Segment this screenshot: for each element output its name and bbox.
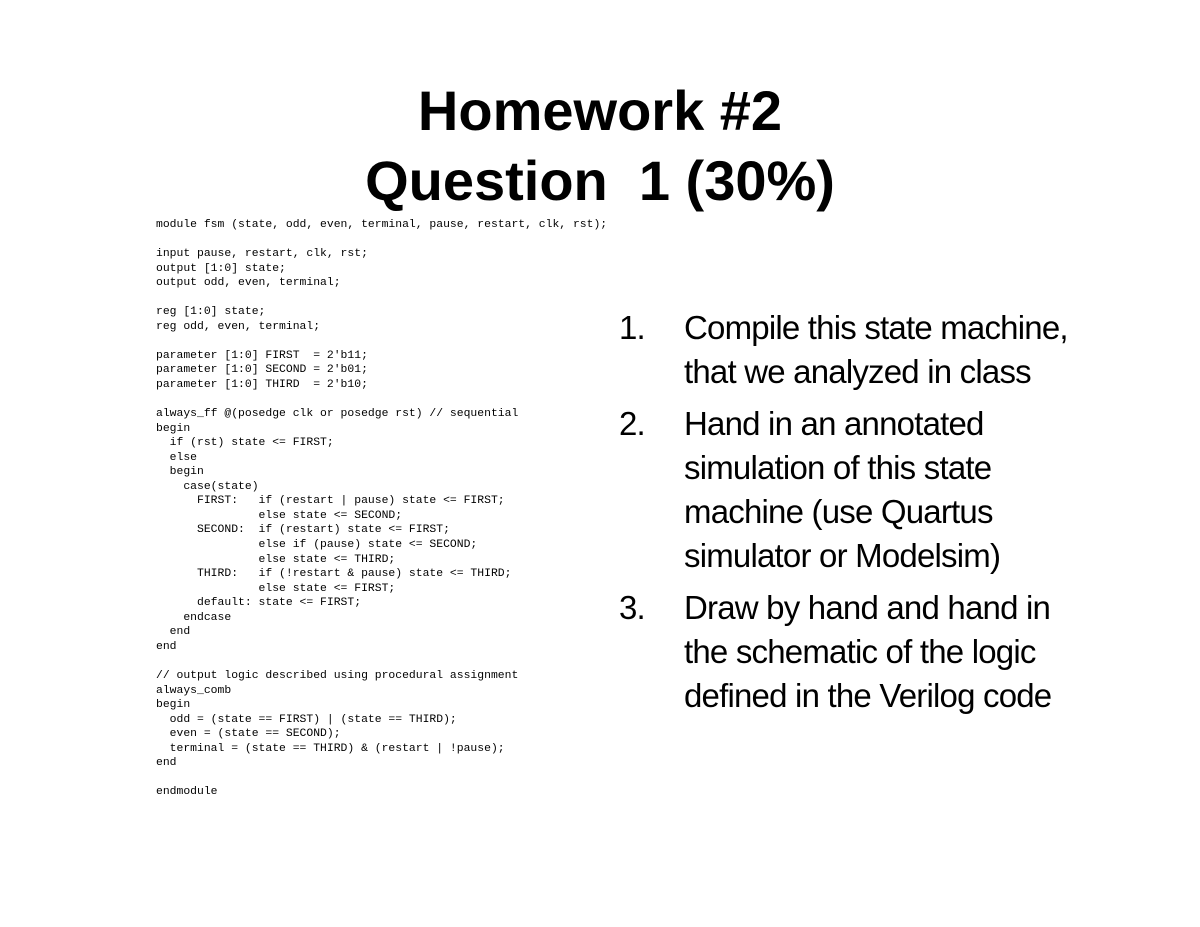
title-line-2: Question 1 (30%) — [365, 149, 835, 212]
task-item — [619, 586, 1089, 718]
title-line-1: Homework #2 — [417, 79, 783, 142]
code-line: endcase — [156, 611, 232, 624]
code-line — [156, 654, 626, 669]
slide-title — [0, 76, 1200, 216]
task-text-line: simulation of this state — [684, 449, 992, 486]
code-line: else state <= THIRD; — [156, 553, 396, 566]
code-line: output odd, even, terminal; — [156, 277, 341, 290]
code-line: if (rst) state <= FIRST; — [156, 437, 334, 450]
code-line: THIRD: if (!restart & pause) state <= THIRD; — [156, 568, 512, 581]
code-line: // output logic described using procedural assignment — [156, 669, 519, 682]
code-line: end — [156, 757, 177, 770]
task-number: 3. — [619, 589, 645, 626]
code-line: default: state <= FIRST; — [156, 597, 362, 610]
code-line: terminal = (state == THIRD) & (restart | !pause); — [156, 742, 505, 755]
code-line: begin — [156, 422, 191, 435]
code-line: else state <= FIRST; — [156, 582, 396, 595]
task-text-line: simulator or Modelsim) — [684, 537, 1001, 574]
code-line — [156, 233, 626, 248]
task-text-line: machine (use Quartus — [684, 493, 993, 530]
task-text-line: Compile this state machine, — [684, 309, 1068, 346]
task-number: 2. — [619, 405, 645, 442]
code-line: SECOND: if (restart) state <= FIRST; — [156, 524, 450, 537]
code-line: parameter [1:0] THIRD = 2'b10; — [156, 379, 368, 392]
task-item — [619, 306, 1089, 394]
code-line — [156, 334, 626, 349]
code-line: reg [1:0] state; — [156, 306, 266, 319]
task-number: 1. — [619, 309, 645, 346]
code-line: else state <= SECOND; — [156, 509, 403, 522]
code-line: parameter [1:0] SECOND = 2'b01; — [156, 364, 368, 377]
code-line: else — [156, 451, 198, 464]
code-line: else if (pause) state <= SECOND; — [156, 539, 478, 552]
code-line: reg odd, even, terminal; — [156, 320, 321, 333]
task-text-line: the schematic of the logic — [684, 633, 1036, 670]
code-line: output [1:0] state; — [156, 262, 286, 275]
code-line — [156, 393, 626, 408]
code-line: parameter [1:0] FIRST = 2'b11; — [156, 349, 368, 362]
code-line: end — [156, 626, 191, 639]
code-line: endmodule — [156, 786, 218, 799]
task-text-line: defined in the Verilog code — [684, 677, 1052, 714]
code-line: even = (state == SECOND); — [156, 728, 341, 741]
verilog-code-block — [156, 218, 626, 800]
code-line: always_comb — [156, 684, 232, 697]
task-text-line: Draw by hand and hand in — [684, 589, 1051, 626]
task-list — [619, 306, 1089, 726]
code-line — [156, 291, 626, 306]
task-item — [619, 402, 1089, 578]
task-text-line: Hand in an annotated — [684, 405, 984, 442]
code-line: case(state) — [156, 480, 259, 493]
code-line: odd = (state == FIRST) | (state == THIRD); — [156, 713, 457, 726]
code-line: module fsm (state, odd, even, terminal, pause, restart, clk, rst); — [156, 219, 608, 231]
code-line: always_ff @(posedge clk or posedge rst) // sequential — [156, 408, 519, 421]
code-line: FIRST: if (restart | pause) state <= FIRST; — [156, 495, 505, 508]
code-line: input pause, restart, clk, rst; — [156, 248, 368, 261]
code-line: begin — [156, 699, 191, 712]
code-line — [156, 771, 626, 786]
task-text-line: that we analyzed in class — [684, 353, 1031, 390]
code-line: end — [156, 640, 177, 653]
code-line: begin — [156, 466, 204, 479]
